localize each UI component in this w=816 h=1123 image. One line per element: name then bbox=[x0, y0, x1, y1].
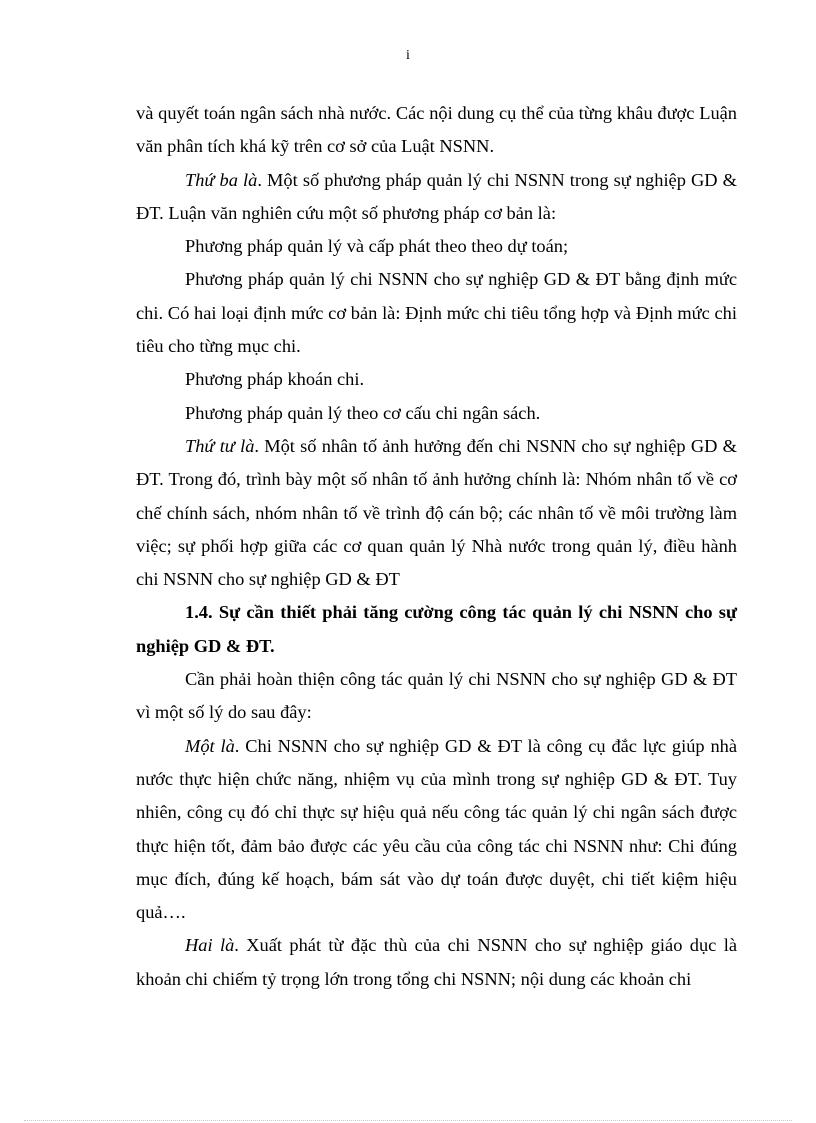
paragraph-method-contract: Phương pháp khoán chi. bbox=[185, 369, 365, 390]
paragraph-thu-ba bbox=[136, 164, 737, 231]
document-body bbox=[136, 97, 737, 996]
paragraph-text-thu-tu: . Một số nhân tố ảnh hưởng đến chi NSNN cho sự nghiệp GD & ĐT. Trong đó, trình bày một số nhân tố ảnh hưởng chính là: Nhóm nhân tố về cơ chế chính sách, nhóm nhân tố về trình độ cán bộ; các nhân tố về môi trường làm việc; sự phối hợp giữa các cơ quan quản lý Nhà nước trong quản lý, điều hành chi NSNN cho sự nghiệp GD & ĐT bbox=[136, 435, 737, 590]
paragraph-text-hai-la: . Xuất phát từ đặc thù của chi NSNN cho sự nghiệp giáo dục là khoản chi chiếm tỷ trọng lớn trong tổng chi NSNN; nội dung các khoản chi bbox=[136, 935, 737, 989]
paragraph-continuation: và quyết toán ngân sách nhà nước. Các nội dung cụ thể của từng khâu được Luận văn phân tích khá kỹ trên cơ sở của Luật NSNN. bbox=[136, 103, 737, 157]
paragraph-lead-thu-tu: Thứ tư là bbox=[185, 435, 255, 456]
paragraph-mot-la bbox=[136, 730, 737, 930]
section-heading: 1.4. Sự cần thiết phải tăng cường công tác quản lý chi NSNN cho sự nghiệp GD & ĐT. bbox=[136, 602, 737, 656]
paragraph-method-budget: Phương pháp quản lý và cấp phát theo theo dự toán; bbox=[185, 236, 569, 257]
paragraph-lead-hai-la: Hai là bbox=[185, 935, 235, 956]
paragraph-text-mot-la: . Chi NSNN cho sự nghiệp GD & ĐT là công cụ đắc lực giúp nhà nước thực hiện chức năng, nhiệm vụ của mình trong sự nghiệp GD & ĐT. Tuy nhiên, công cụ đó chỉ thực sự hiệu quả nếu công tác quản lý chi ngân sách được thực hiện tốt, đảm bảo được các yêu cầu của công tác chi NSNN như: Chi đúng mục đích, đúng kế hoạch, bám sát vào dự toán được duyệt, chi tiết kiệm hiệu quả…. bbox=[136, 735, 738, 923]
paragraph-hai-la bbox=[136, 929, 737, 996]
page-bottom-rule bbox=[24, 1120, 792, 1121]
page-number: i bbox=[406, 48, 410, 63]
paragraph-thu-tu bbox=[136, 430, 737, 596]
paragraph-text-thu-ba: . Một số phương pháp quản lý chi NSNN trong sự nghiệp GD & ĐT. Luận văn nghiên cứu một số phương pháp cơ bản là: bbox=[136, 169, 737, 223]
paragraph-method-structure: Phương pháp quản lý theo cơ cấu chi ngân sách. bbox=[185, 402, 541, 423]
paragraph-lead-thu-ba: Thứ ba là bbox=[185, 169, 258, 190]
paragraph-intro: Cần phải hoàn thiện công tác quản lý chi NSNN cho sự nghiệp GD & ĐT vì một số lý do sau đây: bbox=[136, 669, 737, 723]
paragraph-lead-mot-la: Một là bbox=[185, 735, 235, 756]
paragraph-method-norm: Phương pháp quản lý chi NSNN cho sự nghiệp GD & ĐT bằng định mức chi. Có hai loại định mức cơ bản là: Định mức chi tiêu tổng hợp và Định mức chi tiêu cho từng mục chi. bbox=[136, 269, 737, 357]
